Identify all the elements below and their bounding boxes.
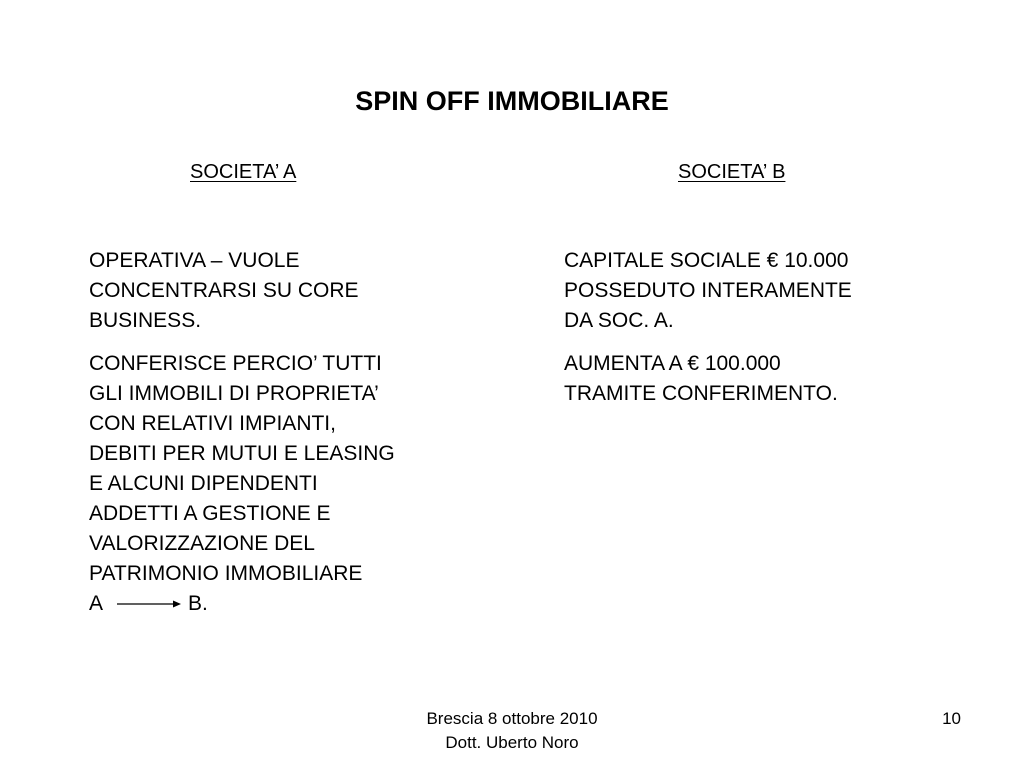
column-b-paragraph-1: CAPITALE SOCIALE € 10.000 POSSEDUTO INTERAMENTE DA SOC. A. — [564, 249, 852, 332]
footer-author: Dott. Uberto Noro — [445, 733, 579, 752]
transfer-to: B. — [188, 592, 208, 615]
page-number: 10 — [942, 709, 961, 728]
column-b-header: SOCIETA’ B — [678, 161, 786, 183]
column-b — [564, 246, 984, 422]
right-arrow-icon — [117, 589, 181, 619]
column-a-header: SOCIETA’ A — [190, 161, 297, 183]
column-a — [89, 246, 489, 619]
column-a-paragraph-1: OPERATIVA – VUOLE CONCENTRARSI SU CORE BUSINESS. — [89, 249, 359, 332]
footer-location-date: Brescia 8 ottobre 2010 — [426, 709, 598, 728]
column-b-paragraph-2: AUMENTA A € 100.000 TRAMITE CONFERIMENTO. — [564, 352, 838, 405]
column-a-paragraph-2: CONFERISCE PERCIO’ TUTTI GLI IMMOBILI DI PROPRIETA’ CON RELATIVI IMPIANTI, DEBITI PER MUTUI E LEASING E ALCUNI DIPENDENTI ADDETTI A GESTIONE E VALORIZZAZIONE DEL PATRIMONIO IMMOBILIARE — [89, 352, 395, 585]
transfer-from: A — [89, 592, 104, 615]
transfer-arrow-line — [89, 589, 489, 619]
footer — [0, 707, 1024, 755]
slide-title: SPIN OFF IMMOBILIARE — [355, 86, 669, 116]
